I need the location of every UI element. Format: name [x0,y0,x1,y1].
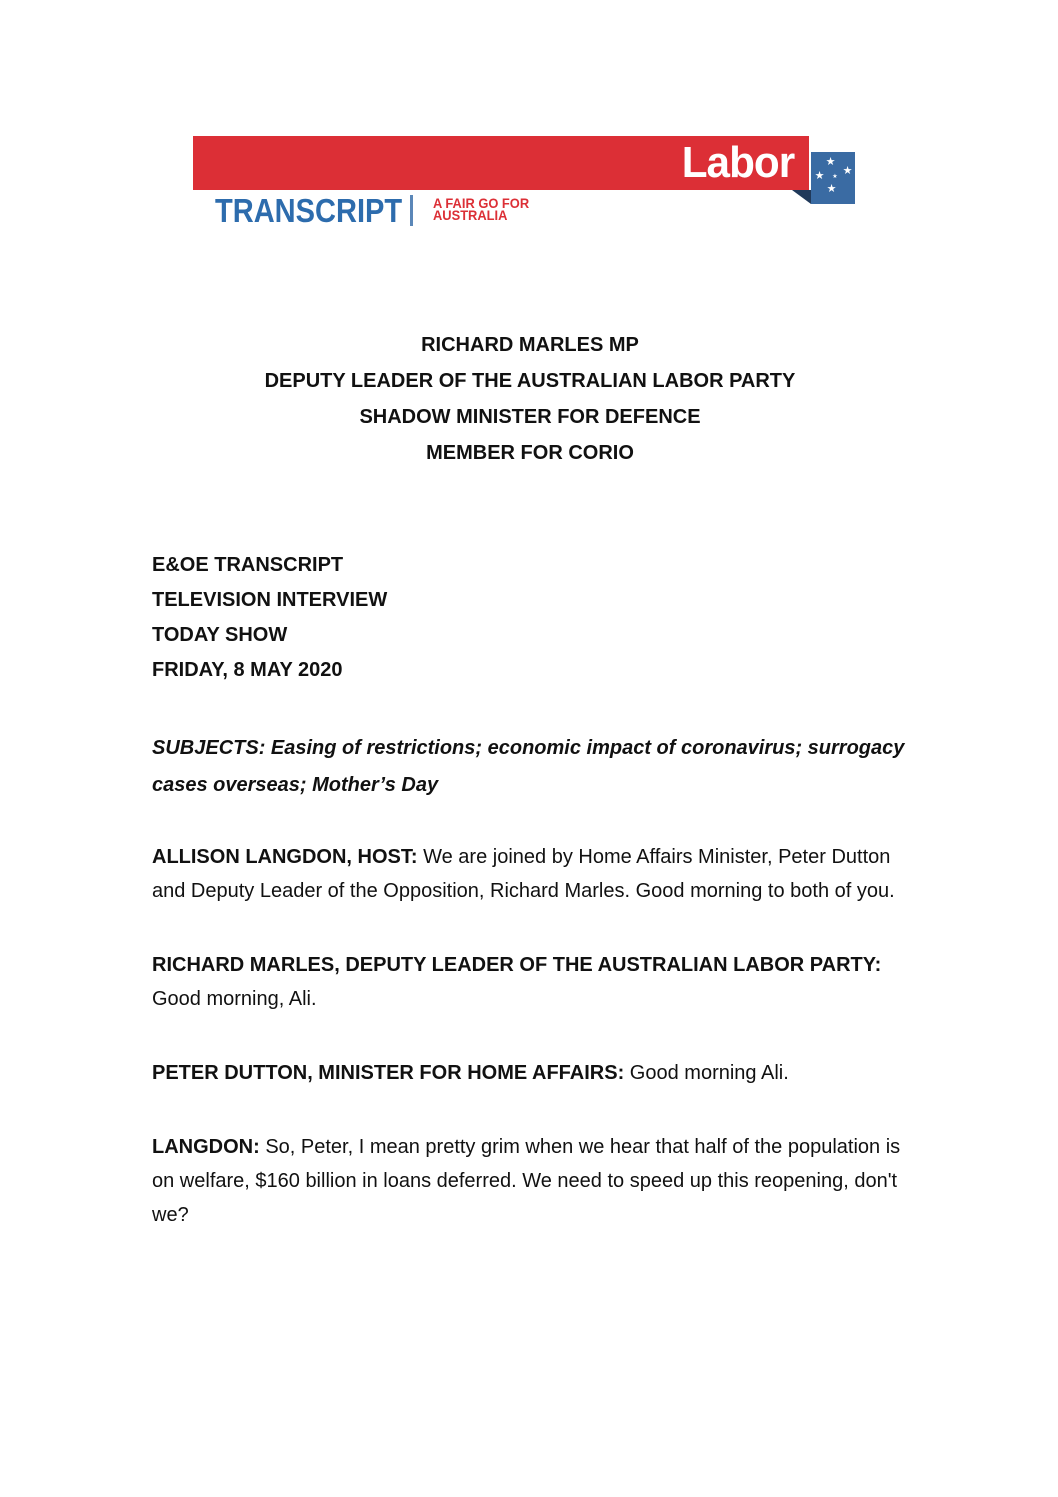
masthead-subtitle [215,194,537,234]
star-icon: ★ [825,156,836,168]
flag-fold-corner [792,190,811,204]
star-icon: ★ [814,170,825,182]
tagline-line-2: AUSTRALIA [432,207,508,223]
speaker-label: RICHARD MARLES, DEPUTY LEADER OF THE AUSTRALIAN LABOR PARTY: [152,954,882,976]
speaker-label: LANGDON: [152,1136,260,1158]
speaker-label: PETER DUTTON, MINISTER FOR HOME AFFAIRS: [152,1062,625,1084]
dialogue-paragraph [152,948,908,1016]
speaker-label: ALLISON LANGDON, HOST: [152,846,418,868]
title-line-name: RICHARD MARLES MP [421,334,639,356]
detail-line-eoe: E&OE TRANSCRIPT [152,554,344,576]
title-block [152,327,908,471]
dialogue-paragraph [152,1130,908,1232]
detail-line-medium: TELEVISION INTERVIEW [152,589,388,611]
star-icon: ★ [826,183,837,195]
speech-text: Good morning Ali. [629,1062,789,1084]
details-block [152,548,908,688]
detail-line-program: TODAY SHOW [152,624,288,646]
speech-text: We are joined by Home Affairs Minister, Peter Dutton and Deputy Leader of the Opposition, Richard Marles. Good morning to both of you. [152,846,895,902]
southern-cross-flag-icon [811,152,855,204]
title-line-electorate: MEMBER FOR CORIO [426,442,634,464]
speech-text: So, Peter, I mean pretty grim when we hear that half of the population is on welfare, $160 billion in loans deferred. We need to speed up this reopening, don't we? [152,1136,901,1226]
detail-line-date: FRIDAY, 8 MAY 2020 [152,659,343,681]
document-body [152,327,908,1272]
title-line-role: DEPUTY LEADER OF THE AUSTRALIAN LABOR PARTY [264,370,796,392]
star-icon: ★ [842,165,853,177]
labor-logo-wordmark: Labor [681,138,794,187]
dialogue-paragraph [152,1056,908,1090]
vertical-divider [410,195,413,226]
star-icon: ★ [832,174,838,180]
labor-logo-bar [193,136,809,190]
subjects-line: SUBJECTS: Easing of restrictions; economic impact of coronavirus; surrogacy cases overseas; Mother’s Day [152,737,905,796]
title-line-portfolio: SHADOW MINISTER FOR DEFENCE [359,406,701,428]
speech-text: Good morning, Ali. [152,988,317,1010]
tagline [433,197,529,221]
dialogue-paragraph [152,840,908,908]
transcript-label: TRANSCRIPT [215,192,403,229]
tagline-line-1: A FAIR GO FOR [432,195,529,211]
